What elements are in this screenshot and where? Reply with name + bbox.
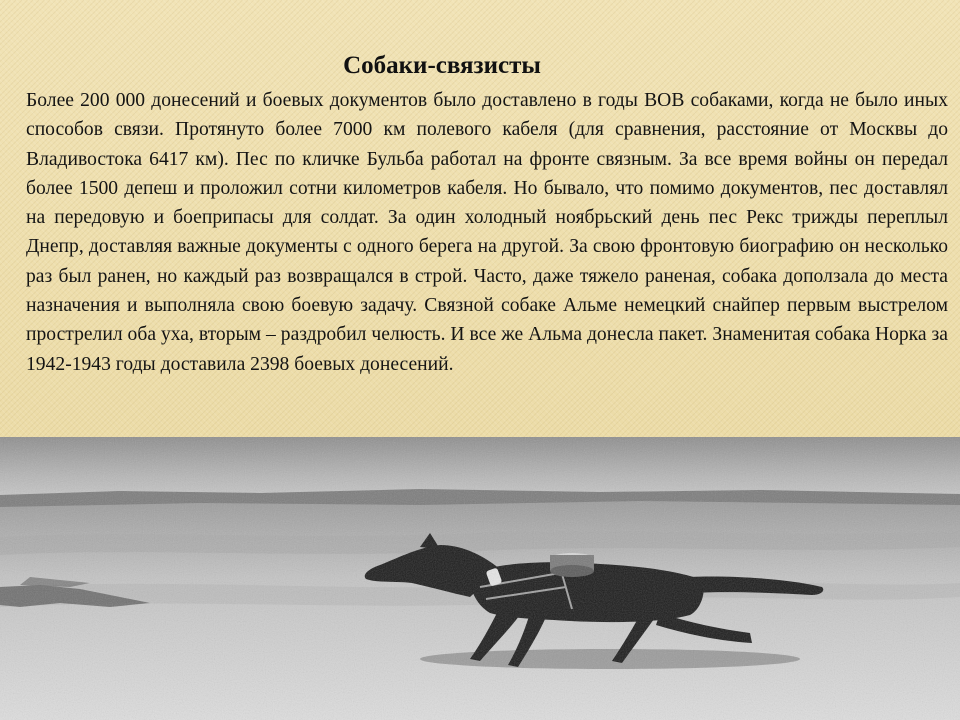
slide-body-text: Более 200 000 донесений и боевых документов было доставлено в годы ВОВ собаками, когда не было иных способов связи. Протянуто более 7000 км полевого кабеля (для сравнения, расстояние от Москвы до Владивостока 6417 км). Пес по кличке Бульба работал на фронте связным. За все время войны он передал более 1500 депеш и проложил сотни километров кабеля. Но бывало, что помимо документов, пес доставлял на передовую и боеприпасы для солдат. За один холодный ноябрьский день пес Рекс трижды переплыл Днепр, доставляя важные документы с одного берега на другой. За свою фронтовую биографию он несколько раз был ранен, но каждый раз возвращался в строй. Часто, даже тяжело раненая, собака доползала до места назначения и выполняла свою боевую задачу. Связной собаке Альме немецкий снайпер первым выстрелом прострелил оба уха, вторым – раздробил челюсть. И все же Альма донесла пакет. Знаменитая собака Норка за 1942-1943 годы доставила 2398 боевых донесений. bbox=[26, 90, 948, 375]
slide-title: Собаки-связисты bbox=[343, 52, 541, 79]
messenger-dog-photo bbox=[0, 437, 960, 720]
